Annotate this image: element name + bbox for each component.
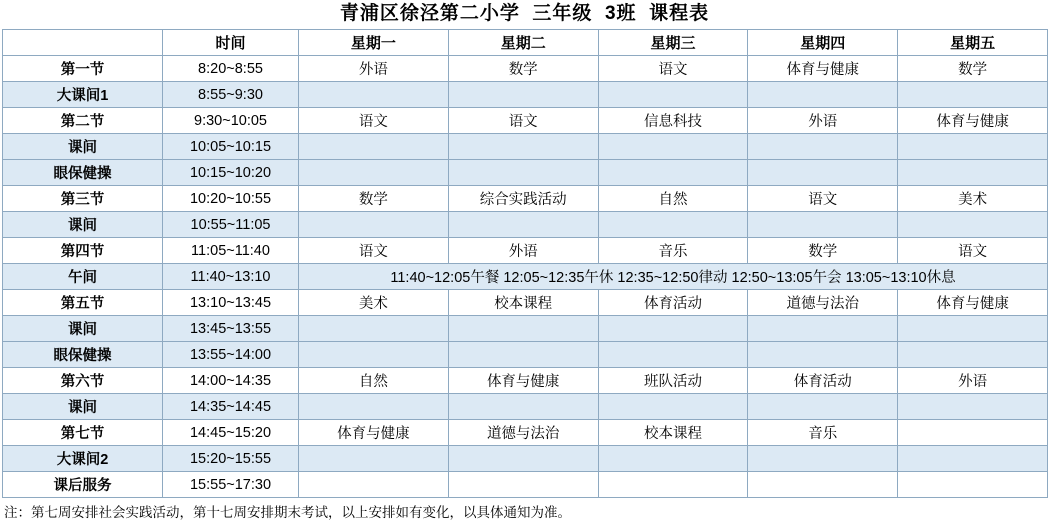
period-label: 午间 — [3, 264, 163, 290]
column-header-period — [3, 30, 163, 56]
table-row — [3, 212, 1048, 238]
table-row — [3, 446, 1048, 472]
subject-cell — [748, 316, 898, 342]
time-range: 10:15~10:20 — [163, 160, 299, 186]
subject-cell: 数学 — [898, 56, 1048, 82]
table-row — [3, 160, 1048, 186]
subject-cell: 外语 — [748, 108, 898, 134]
period-label: 第四节 — [3, 238, 163, 264]
subject-cell — [748, 134, 898, 160]
subject-cell — [299, 134, 449, 160]
time-range: 14:35~14:45 — [163, 394, 299, 420]
time-range: 8:55~9:30 — [163, 82, 299, 108]
subject-cell — [748, 212, 898, 238]
subject-cell — [299, 212, 449, 238]
subject-cell — [598, 446, 748, 472]
subject-cell: 语文 — [299, 238, 449, 264]
table-row — [3, 290, 1048, 316]
subject-cell — [299, 160, 449, 186]
table-row — [3, 186, 1048, 212]
period-label: 眼保健操 — [3, 342, 163, 368]
time-range: 15:55~17:30 — [163, 472, 299, 498]
subject-cell: 外语 — [898, 368, 1048, 394]
period-label: 课间 — [3, 394, 163, 420]
subject-cell — [598, 160, 748, 186]
subject-cell — [898, 316, 1048, 342]
table-row — [3, 238, 1048, 264]
time-range: 14:45~15:20 — [163, 420, 299, 446]
subject-cell: 外语 — [299, 56, 449, 82]
lunch-break-detail: 11:40~12:05午餐 12:05~12:35午休 12:35~12:50律动 12:50~13:05午会 13:05~13:10休息 — [299, 264, 1048, 290]
subject-cell — [748, 160, 898, 186]
period-label: 大课间1 — [3, 82, 163, 108]
column-header-day: 星期三 — [598, 30, 748, 56]
subject-cell — [299, 82, 449, 108]
subject-cell: 音乐 — [748, 420, 898, 446]
subject-cell: 语文 — [448, 108, 598, 134]
subject-cell: 体育与健康 — [898, 290, 1048, 316]
subject-cell: 美术 — [299, 290, 449, 316]
subject-cell — [299, 446, 449, 472]
subject-cell — [748, 472, 898, 498]
subject-cell — [299, 472, 449, 498]
subject-cell: 自然 — [598, 186, 748, 212]
period-label: 课间 — [3, 134, 163, 160]
period-label: 第一节 — [3, 56, 163, 82]
table-row — [3, 420, 1048, 446]
subject-cell: 道德与法治 — [748, 290, 898, 316]
time-range: 13:55~14:00 — [163, 342, 299, 368]
subject-cell: 体育活动 — [748, 368, 898, 394]
subject-cell — [748, 446, 898, 472]
column-header-day: 星期二 — [448, 30, 598, 56]
subject-cell — [598, 472, 748, 498]
time-range: 14:00~14:35 — [163, 368, 299, 394]
period-label: 大课间2 — [3, 446, 163, 472]
subject-cell — [598, 82, 748, 108]
time-range: 10:05~10:15 — [163, 134, 299, 160]
subject-cell: 自然 — [299, 368, 449, 394]
subject-cell — [448, 212, 598, 238]
subject-cell — [898, 160, 1048, 186]
period-label: 课后服务 — [3, 472, 163, 498]
page-title: 青浦区徐泾第二小学 三年级 3班 课程表 — [339, 3, 710, 24]
subject-cell — [898, 212, 1048, 238]
period-label: 第七节 — [3, 420, 163, 446]
subject-cell: 美术 — [898, 186, 1048, 212]
subject-cell — [299, 342, 449, 368]
subject-cell: 外语 — [448, 238, 598, 264]
subject-cell — [598, 342, 748, 368]
column-header-day: 星期一 — [299, 30, 449, 56]
subject-cell: 体育与健康 — [748, 56, 898, 82]
table-row — [3, 264, 1048, 290]
subject-cell — [898, 394, 1048, 420]
time-range: 10:20~10:55 — [163, 186, 299, 212]
subject-cell — [748, 342, 898, 368]
subject-cell: 体育与健康 — [448, 368, 598, 394]
period-label: 课间 — [3, 212, 163, 238]
subject-cell — [898, 446, 1048, 472]
subject-cell: 校本课程 — [448, 290, 598, 316]
subject-cell: 语文 — [748, 186, 898, 212]
subject-cell — [598, 316, 748, 342]
period-label: 第三节 — [3, 186, 163, 212]
period-label: 第六节 — [3, 368, 163, 394]
subject-cell — [448, 342, 598, 368]
schedule-table — [2, 29, 1048, 498]
subject-cell — [598, 212, 748, 238]
subject-cell: 数学 — [299, 186, 449, 212]
subject-cell — [448, 160, 598, 186]
table-row — [3, 108, 1048, 134]
period-label: 第二节 — [3, 108, 163, 134]
subject-cell — [898, 134, 1048, 160]
table-row — [3, 134, 1048, 160]
subject-cell — [748, 82, 898, 108]
subject-cell — [898, 82, 1048, 108]
column-header-day: 星期四 — [748, 30, 898, 56]
table-row — [3, 368, 1048, 394]
subject-cell: 数学 — [748, 238, 898, 264]
subject-cell: 音乐 — [598, 238, 748, 264]
time-range: 9:30~10:05 — [163, 108, 299, 134]
time-range: 8:20~8:55 — [163, 56, 299, 82]
subject-cell: 体育与健康 — [299, 420, 449, 446]
subject-cell: 体育活动 — [598, 290, 748, 316]
period-label: 第五节 — [3, 290, 163, 316]
subject-cell: 班队活动 — [598, 368, 748, 394]
subject-cell — [898, 472, 1048, 498]
subject-cell — [898, 342, 1048, 368]
period-label: 课间 — [3, 316, 163, 342]
subject-cell — [898, 420, 1048, 446]
subject-cell — [448, 394, 598, 420]
table-row — [3, 82, 1048, 108]
subject-cell — [448, 134, 598, 160]
subject-cell — [448, 316, 598, 342]
subject-cell: 体育与健康 — [898, 108, 1048, 134]
time-range: 15:20~15:55 — [163, 446, 299, 472]
table-header-row — [3, 30, 1048, 56]
time-range: 10:55~11:05 — [163, 212, 299, 238]
subject-cell — [299, 394, 449, 420]
subject-cell — [299, 316, 449, 342]
subject-cell — [598, 134, 748, 160]
column-header-time: 时间 — [163, 30, 299, 56]
table-row — [3, 342, 1048, 368]
time-range: 13:45~13:55 — [163, 316, 299, 342]
subject-cell: 综合实践活动 — [448, 186, 598, 212]
table-row — [3, 56, 1048, 82]
subject-cell — [448, 446, 598, 472]
table-row — [3, 316, 1048, 342]
subject-cell — [598, 394, 748, 420]
column-header-day: 星期五 — [898, 30, 1048, 56]
time-range: 11:40~13:10 — [163, 264, 299, 290]
subject-cell: 校本课程 — [598, 420, 748, 446]
subject-cell — [748, 394, 898, 420]
subject-cell: 道德与法治 — [448, 420, 598, 446]
subject-cell: 语文 — [299, 108, 449, 134]
table-row — [3, 472, 1048, 498]
time-range: 13:10~13:45 — [163, 290, 299, 316]
subject-cell: 数学 — [448, 56, 598, 82]
time-range: 11:05~11:40 — [163, 238, 299, 264]
footnote: 注：第七周安排社会实践活动，第十七周安排期末考试，以上安排如有变化，以具体通知为准。 — [4, 505, 571, 520]
subject-cell: 信息科技 — [598, 108, 748, 134]
table-row — [3, 394, 1048, 420]
subject-cell: 语文 — [598, 56, 748, 82]
subject-cell — [448, 472, 598, 498]
period-label: 眼保健操 — [3, 160, 163, 186]
subject-cell: 语文 — [898, 238, 1048, 264]
subject-cell — [448, 82, 598, 108]
